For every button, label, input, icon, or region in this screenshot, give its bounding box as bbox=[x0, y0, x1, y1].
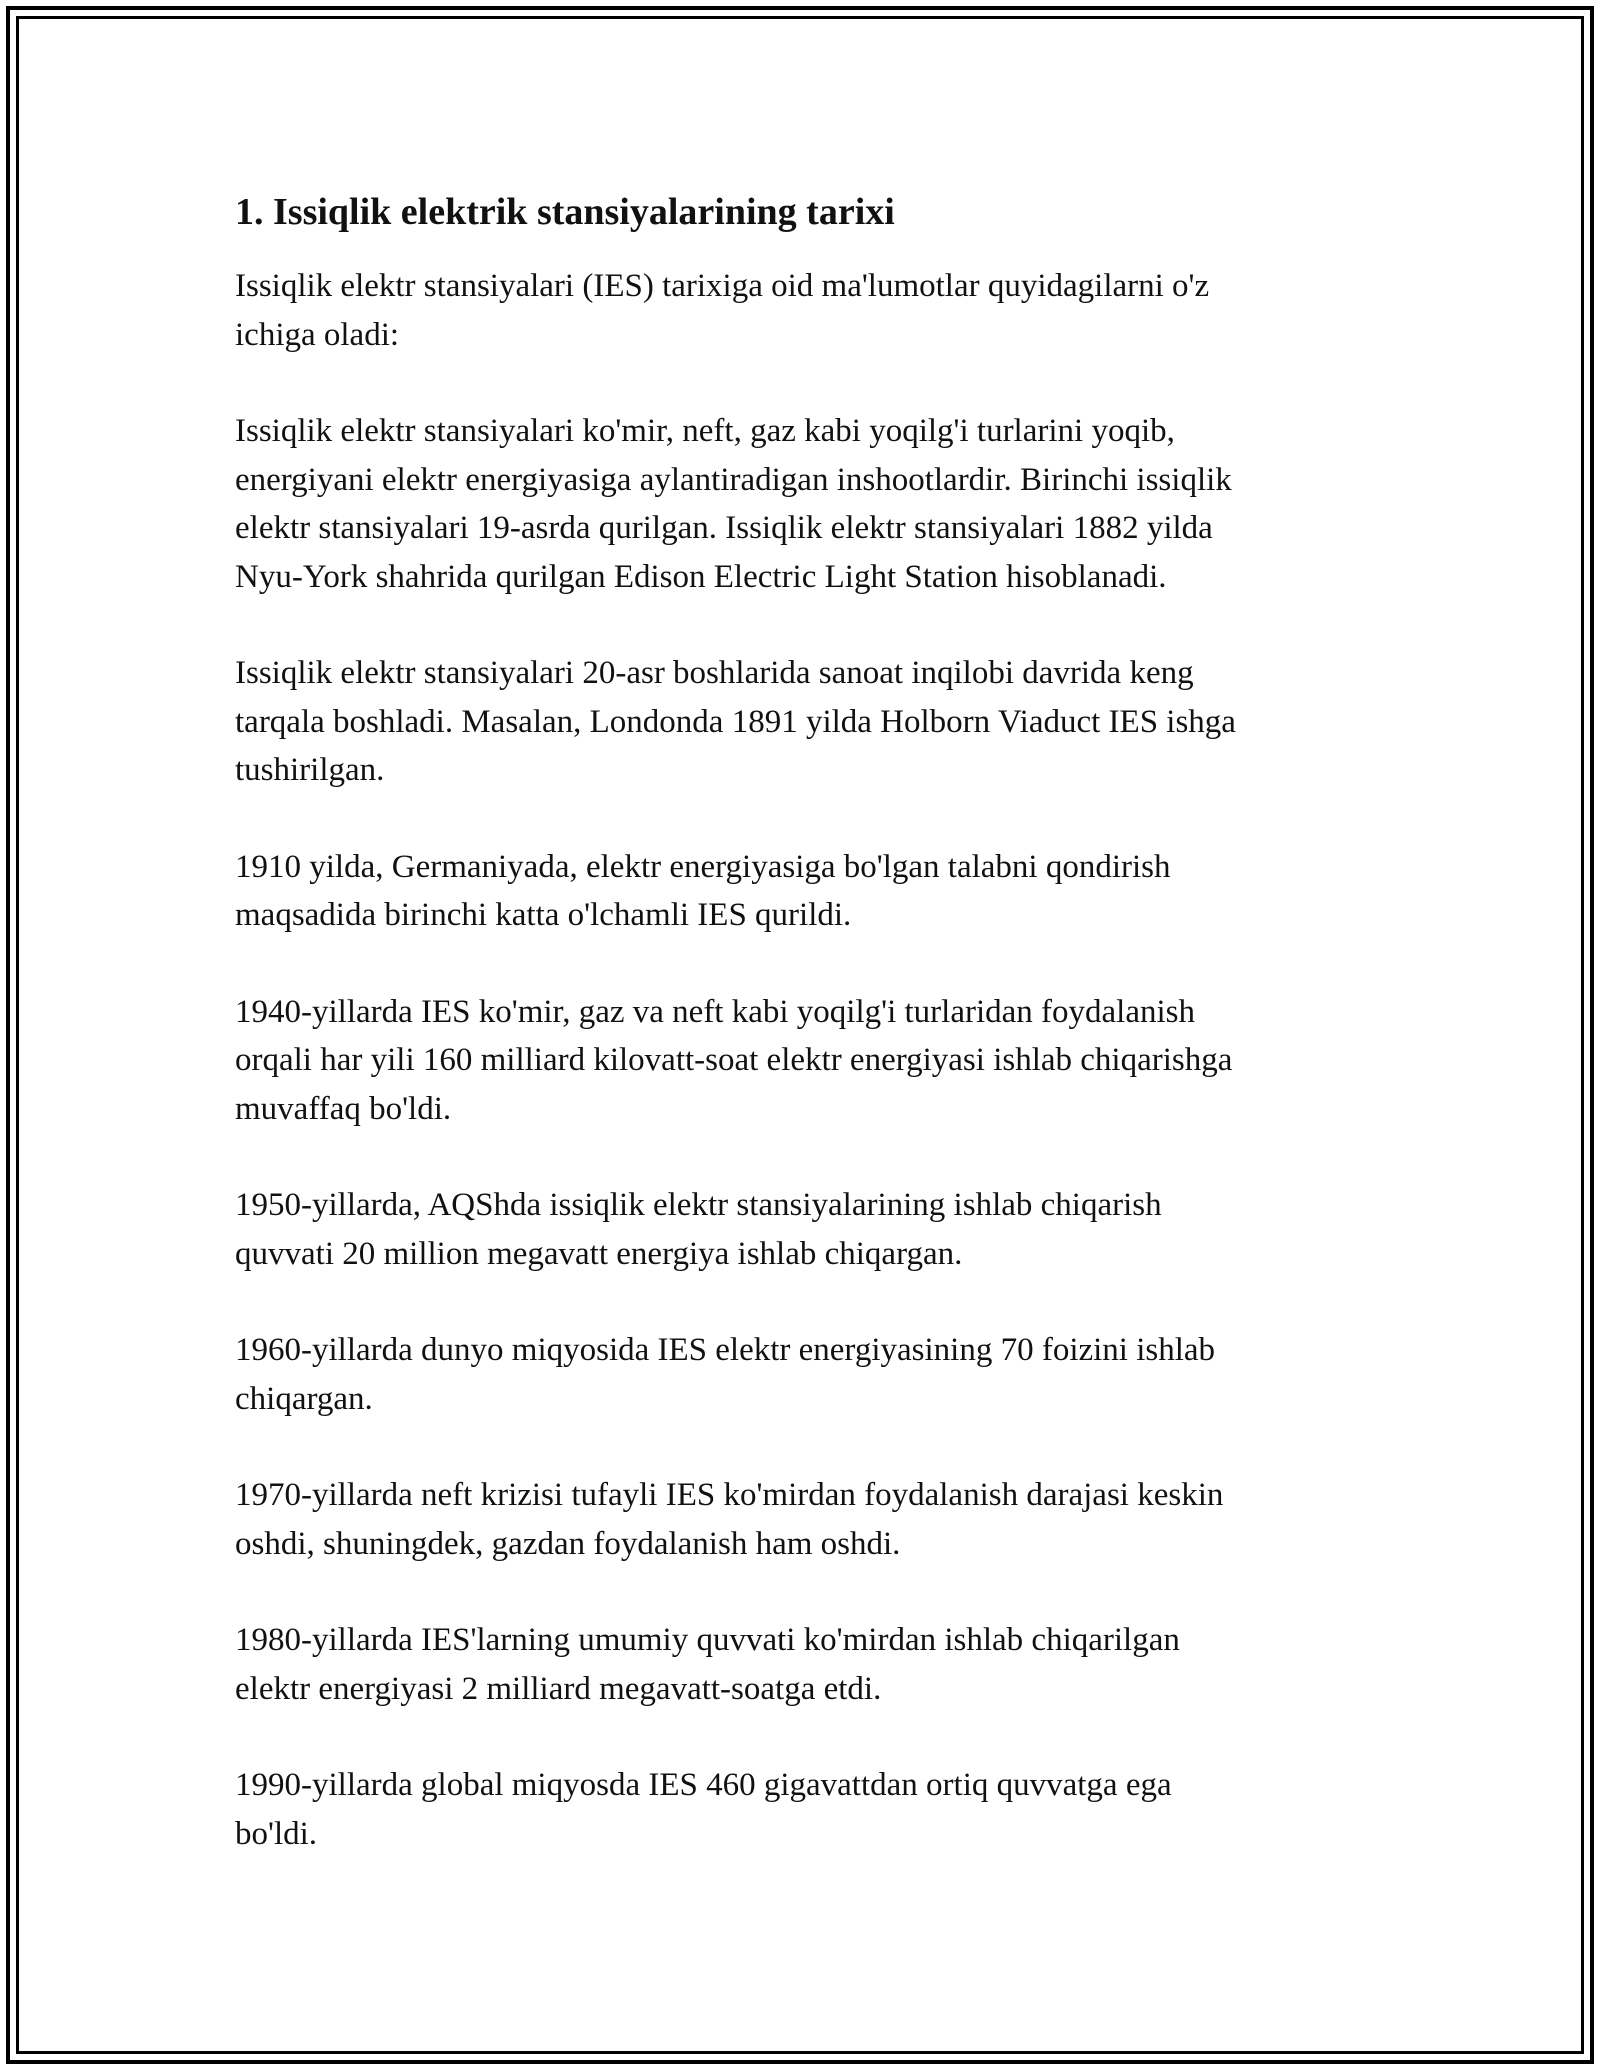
paragraph-1950s: 1950-yillarda, AQShda issiqlik elektr stansiyalarining ishlab chiqarish quvvati 20 million megavatt energiya ishlab chiqargan. bbox=[235, 1187, 1162, 1272]
paragraph-1990s: 1990-yillarda global miqyosda IES 460 gigavattdan ortiq quvvatga ega bo'ldi. bbox=[235, 1767, 1172, 1852]
paragraph-1940s: 1940-yillarda IES ko'mir, gaz va neft kabi yoqilg'i turlaridan foydalanish orqali har yili 160 milliard kilovatt-soat elektr energiyasi ishlab chiqarishga muvaffaq bo'ldi. bbox=[235, 993, 1233, 1127]
paragraph-1960s: 1960-yillarda dunyo miqyosida IES elektr energiyasining 70 foizini ishlab chiqargan. bbox=[235, 1332, 1216, 1417]
paragraph-early-20th-century: Issiqlik elektr stansiyalari 20-asr boshlarida sanoat inqilobi davrida keng tarqala boshladi. Masalan, Londonda 1891 yilda Holborn Viaduct IES ishga tushirilgan. bbox=[235, 655, 1236, 788]
paragraph-definition: Issiqlik elektr stansiyalari ko'mir, neft, gaz kabi yoqilg'i turlarini yoqib, energiyani elektr energiyasiga aylantiradigan inshootlardir. Birinchi issiqlik elektr stansiyalari 19-asrda qurilgan. Issiqlik elektr stansiyalari 1882 yilda Nyu-York shahrida qurilgan Edison Electric Light Station hisoblanadi. bbox=[235, 413, 1232, 595]
document-body bbox=[235, 186, 1365, 1906]
paragraph-intro: Issiqlik elektr stansiyalari (IES) tarixiga oid ma'lumotlar quyidagilarni o'z ichiga oladi: bbox=[235, 268, 1210, 353]
paragraph-1980s: 1980-yillarda IES'larning umumiy quvvati ko'mirdan ishlab chiqarilgan elektr energiyasi 2 milliard megavatt-soatga etdi. bbox=[235, 1622, 1180, 1707]
paragraph-1910: 1910 yilda, Germaniyada, elektr energiyasiga bo'lgan talabni qondirish maqsadida birinchi katta o'lchamli IES qurildi. bbox=[235, 848, 1171, 933]
document-title: 1. Issiqlik elektrik stansiyalarining tarixi bbox=[235, 191, 895, 233]
paragraph-1970s: 1970-yillarda neft krizisi tufayli IES ko'mirdan foydalanish darajasi keskin oshdi, shuningdek, gazdan foydalanish ham oshdi. bbox=[235, 1477, 1224, 1562]
